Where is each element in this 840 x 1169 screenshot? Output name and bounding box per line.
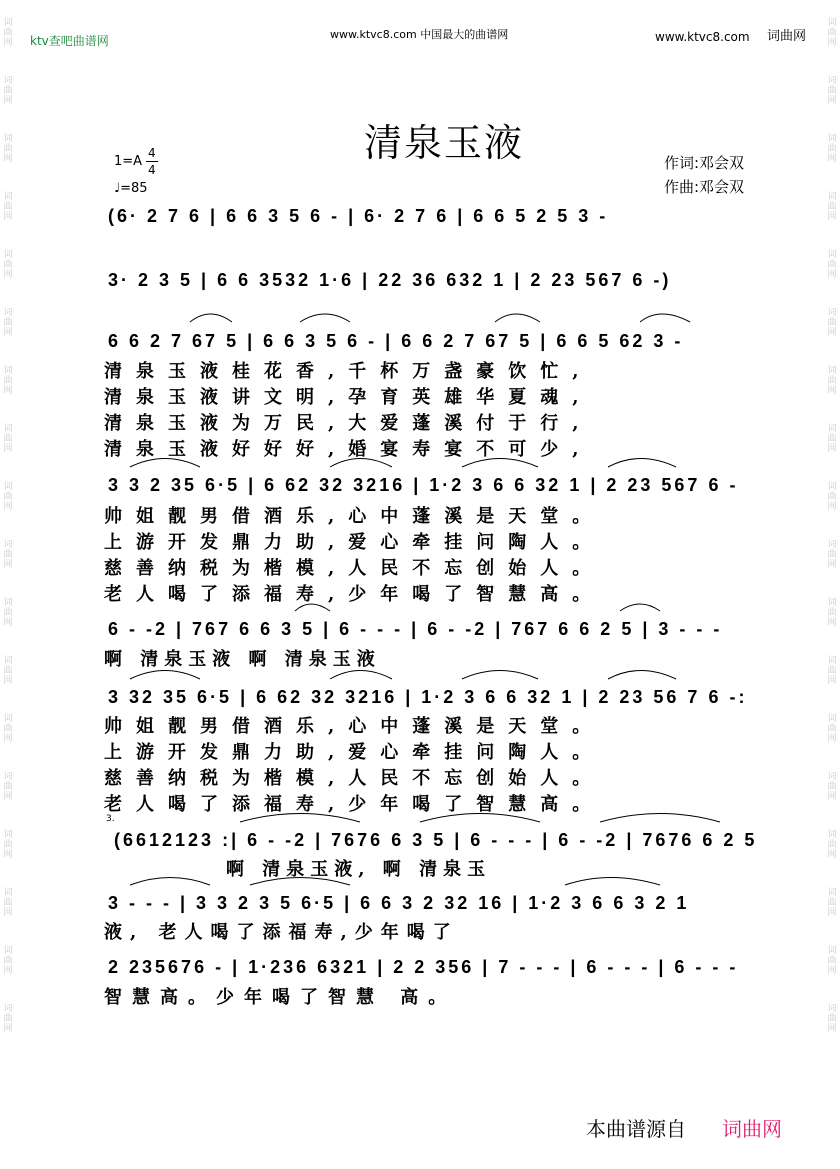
watermark-text: 词曲网 [827, 830, 837, 860]
watermark-text: 词曲网 [3, 1004, 13, 1034]
lyric-line: 智慧高。少年喝了智慧 高。 [104, 987, 457, 1008]
key-signature: 1=A [114, 154, 143, 169]
lyricist-credit: 作词:邓会双 [664, 154, 745, 172]
slur [608, 459, 676, 468]
footer-source-label: 本曲谱源自 [586, 1117, 686, 1141]
lyric-line: 慈善纳税为楷模,人民不忘创始人。 [104, 558, 605, 579]
watermark-text: 词曲网 [827, 888, 837, 918]
watermark-text: 词曲网 [3, 18, 13, 48]
watermark-text: 词曲网 [3, 192, 13, 222]
lyric-line: 老人喝了添福寿,少年喝了智慧高。 [104, 794, 605, 815]
watermark-text: 词曲网 [3, 946, 13, 976]
lyric-line: 老人喝了添福寿,少年喝了智慧高。 [104, 584, 605, 605]
watermark-text: 词曲网 [827, 134, 837, 164]
site-link-left[interactable]: ktv查吧曲谱网 [30, 34, 109, 48]
watermark-text: 词曲网 [827, 540, 837, 570]
slur [620, 604, 660, 611]
header-url[interactable]: www.ktvc8.com [655, 30, 750, 44]
watermark-text: 词曲网 [3, 76, 13, 106]
footer-brand-link[interactable]: 词曲网 [722, 1117, 782, 1141]
watermark-text: 词曲网 [827, 714, 837, 744]
slur [190, 314, 232, 322]
watermark-text: 词曲网 [3, 482, 13, 512]
tempo-mark: ♩=85 [114, 181, 148, 196]
watermark-text: 词曲网 [827, 424, 837, 454]
slur [250, 878, 350, 886]
slur [600, 814, 720, 823]
slur [420, 814, 540, 823]
slur [495, 314, 540, 322]
watermark-text: 词曲网 [3, 772, 13, 802]
lyric-line: 清泉玉液好好好,婚宴寿宴不可少, [104, 439, 593, 460]
lyric-line: 啊 清泉玉液 啊 清泉玉液 [104, 649, 381, 670]
watermark-text: 词曲网 [827, 18, 837, 48]
notation-row: 3 - - - | 3 3 2 3 5 6·5 | 6 6 3 2 32 16 | 1·2 3 6 6 3 2 1 [108, 893, 690, 913]
watermark-text: 词曲网 [3, 598, 13, 628]
notation-row: 3 32 35 6·5 | 6 62 32 3216 | 1·2 3 6 6 32 1 | 2 23 56 7 6 -: [108, 687, 748, 707]
watermark-text: 词曲网 [827, 656, 837, 686]
slur [608, 671, 676, 680]
watermark-text: 词曲网 [3, 888, 13, 918]
watermark-text: 词曲网 [3, 540, 13, 570]
header-center-text: www.ktvc8.com 中国最大的曲谱网 [330, 28, 509, 41]
watermark-text: 词曲网 [3, 308, 13, 338]
lyric-line: 清泉玉液讲文明,孕育英雄华夏魂, [104, 387, 593, 408]
slur [462, 459, 538, 468]
slur [240, 814, 360, 823]
slur [462, 671, 538, 680]
watermark-text: 词曲网 [827, 366, 837, 396]
watermark-text: 词曲网 [827, 76, 837, 106]
lyric-line: 清泉玉液桂花香,千杯万盏豪饮忙, [104, 361, 593, 382]
watermark-text: 词曲网 [3, 714, 13, 744]
watermark-text: 词曲网 [3, 830, 13, 860]
watermark-text: 词曲网 [827, 598, 837, 628]
slur [640, 314, 690, 322]
notation-row: 6 - -2 | 767 6 6 3 5 | 6 - - - | 6 - -2 | 767 6 6 2 5 | 3 - - - [108, 619, 723, 639]
watermark-text: 词曲网 [3, 656, 13, 686]
notation-row: (6· 2 7 6 | 6 6 3 5 6 - | 6· 2 7 6 | 6 6 5 2 5 3 - [108, 206, 609, 226]
watermark-text: 词曲网 [3, 366, 13, 396]
notation-row: 2 235676 - | 1·236 6321 | 2 2 356 | 7 - - - | 6 - - - | 6 - - - [108, 957, 739, 977]
notation-row: 3 3 2 35 6·5 | 6 62 32 3216 | 1·2 3 6 6 32 1 | 2 23 567 6 - [108, 475, 739, 495]
notation-row: 3· 2 3 5 | 6 6 3532 1·6 | 22 36 632 1 | 2 23 567 6 -) [108, 270, 672, 290]
watermark-text: 词曲网 [827, 308, 837, 338]
slur [130, 878, 210, 886]
lyric-line: 液, 老人喝了添福寿,少年喝了 [104, 922, 459, 943]
watermark-text: 词曲网 [827, 192, 837, 222]
watermark-text: 词曲网 [3, 134, 13, 164]
watermark-text: 词曲网 [827, 1004, 837, 1034]
lyric-line: 清泉玉液为万民,大爱蓬溪付于行, [104, 413, 593, 434]
slur [330, 459, 392, 468]
composer-credit: 作曲:邓会双 [664, 178, 745, 196]
lyric-line: 啊 清泉玉液, 啊 清泉玉 [226, 859, 492, 880]
time-signature-top: 4 [148, 146, 156, 160]
slur [565, 878, 660, 886]
slur [295, 604, 330, 611]
slur [130, 459, 200, 468]
time-signature-bottom: 4 [148, 163, 156, 177]
header-brand-label: 词曲网 [767, 29, 807, 44]
watermark-text: 词曲网 [3, 424, 13, 454]
slur [300, 314, 350, 322]
notation-row: 6 6 2 7 67 5 | 6 6 3 5 6 - | 6 6 2 7 67 5 | 6 6 5 62 3 - [108, 331, 684, 351]
watermark-text: 词曲网 [827, 482, 837, 512]
lyric-line: 上游开发鼎力助,爱心牵挂问陶人。 [104, 532, 605, 553]
watermark-text: 词曲网 [3, 250, 13, 280]
song-title: 清泉玉液 [364, 121, 525, 165]
watermark-text: 词曲网 [827, 946, 837, 976]
lyric-line: 慈善纳税为楷模,人民不忘创始人。 [104, 768, 605, 789]
notation-row: (6612123 :| 6 - -2 | 7676 6 3 5 | 6 - - - | 6 - -2 | 7676 6 2 5 [114, 830, 758, 850]
lyric-line: 帅姐靓男借酒乐,心中蓬溪是天堂。 [104, 716, 605, 737]
watermark-text: 词曲网 [827, 250, 837, 280]
slur [330, 671, 392, 680]
lyric-line: 上游开发鼎力助,爱心牵挂问陶人。 [104, 742, 605, 763]
lyric-line: 帅姐靓男借酒乐,心中蓬溪是天堂。 [104, 506, 605, 527]
volta-mark: 3. [106, 814, 115, 824]
watermark-text: 词曲网 [827, 772, 837, 802]
slur [130, 671, 200, 680]
